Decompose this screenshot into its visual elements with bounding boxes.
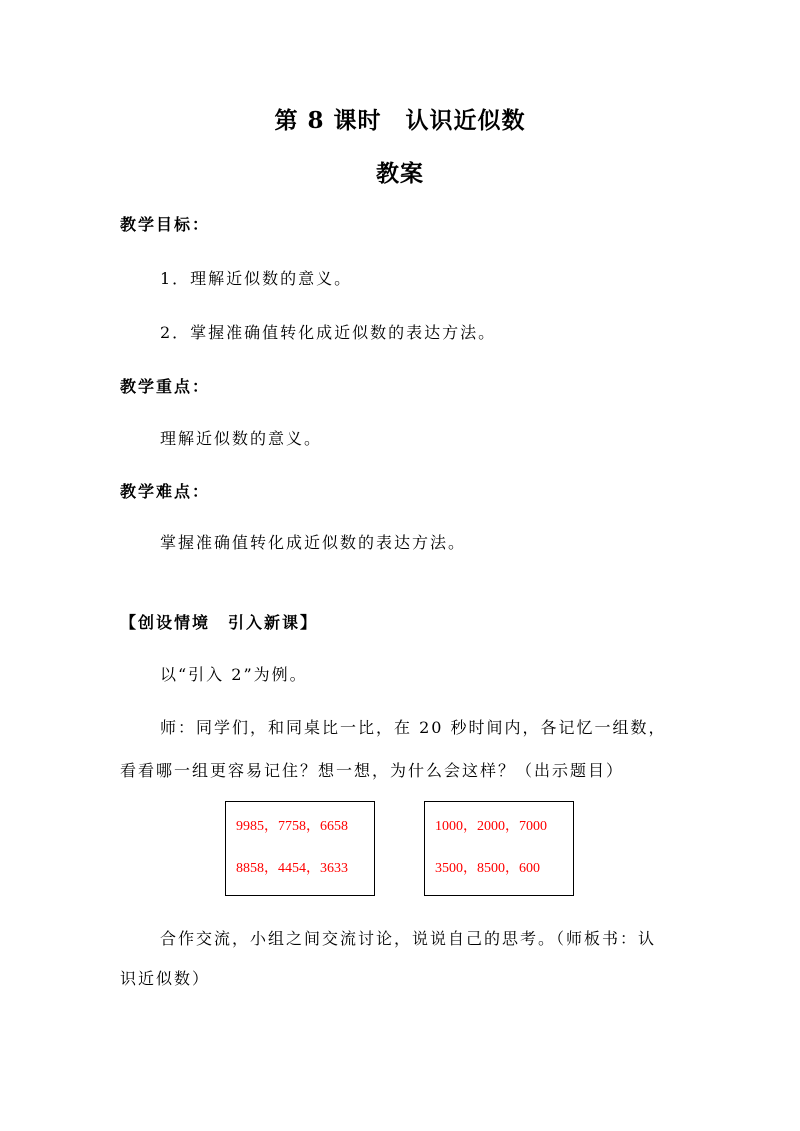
teacher-line-1: 师：同学们，和同桌比一比，在 20 秒时间内，各记忆一组数， xyxy=(160,718,667,737)
number-box-left xyxy=(225,801,375,896)
objectives-heading: 教学目标： xyxy=(120,215,211,234)
number-group-line: 8858，4454，3633 xyxy=(236,861,348,876)
key-points-text: 理解近似数的意义。 xyxy=(160,429,323,448)
objective-item-1: 1．理解近似数的意义。 xyxy=(160,269,353,288)
discussion-line-1: 合作交流，小组之间交流讨论，说说自己的思考。（师板书：认 xyxy=(160,929,657,948)
lesson-subtitle: 教案 xyxy=(376,160,424,187)
difficulties-text: 掌握准确值转化成近似数的表达方法。 xyxy=(160,533,467,552)
difficulties-heading: 教学难点： xyxy=(120,482,211,501)
number-group-line: 9985，7758，6658 xyxy=(236,819,348,834)
number-box-right xyxy=(424,801,574,896)
objective-item-2: 2．掌握准确值转化成近似数的表达方法。 xyxy=(160,323,497,342)
number-group-line: 1000，2000，7000 xyxy=(435,819,547,834)
section-heading: 【创设情境 引入新课】 xyxy=(120,613,319,632)
teacher-line-2: 看看哪一组更容易记住？想一想，为什么会这样？（出示题目） xyxy=(120,761,625,780)
key-points-heading: 教学重点： xyxy=(120,377,211,396)
number-group-line: 3500，8500，600 xyxy=(435,861,540,876)
discussion-line-2: 识近似数） xyxy=(120,969,211,988)
lesson-title: 第 8 课时 认识近似数 xyxy=(274,107,526,134)
example-line: 以“引入 2”为例。 xyxy=(160,665,308,684)
